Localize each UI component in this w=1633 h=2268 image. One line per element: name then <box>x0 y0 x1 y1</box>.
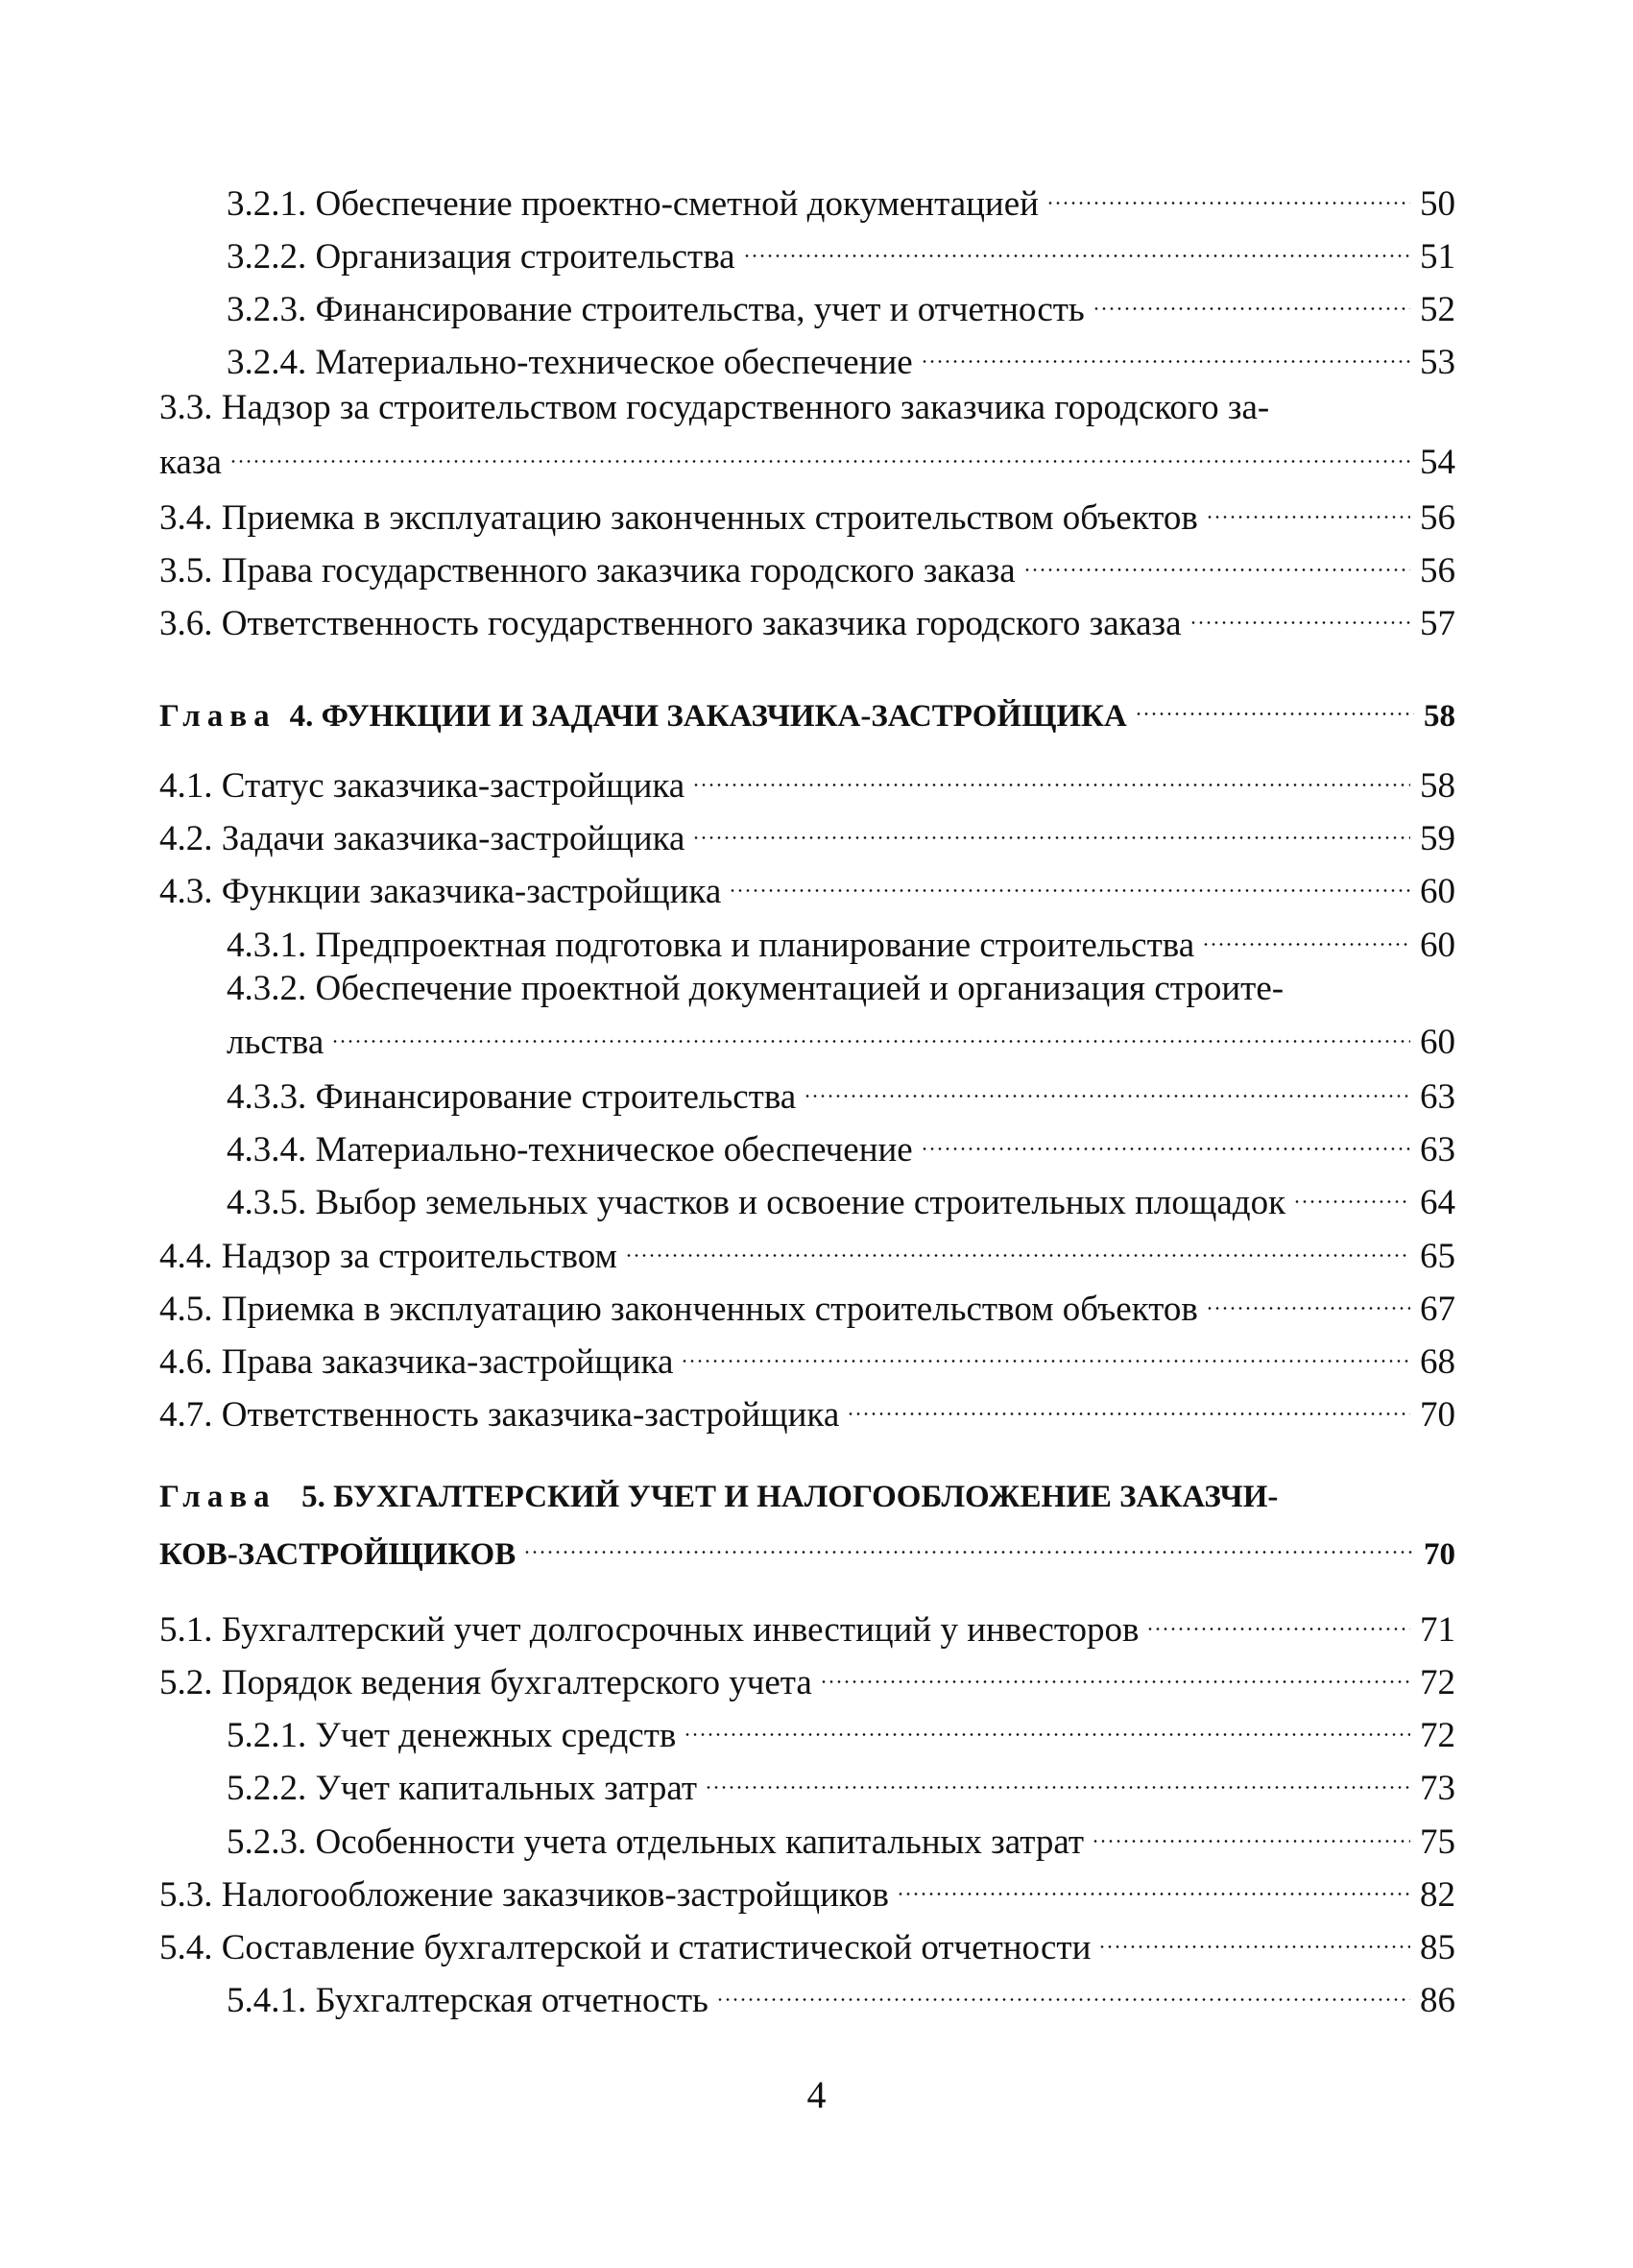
toc-entry-title: 4.2. Задачи заказчика-застройщика <box>159 819 685 858</box>
toc-entry-page: 60 <box>1420 872 1455 911</box>
toc-entry-page: 72 <box>1420 1663 1455 1702</box>
toc-entry-page: 63 <box>1420 1077 1455 1117</box>
toc-entry <box>227 1811 1455 1864</box>
dot-leader <box>921 331 1410 374</box>
chapter-heading-line2 <box>159 1522 1455 1576</box>
toc-entry-title: 4.3.5. Выбор земельных участков и освоение строительных площадок <box>227 1183 1286 1222</box>
chapter-title-line2: КОВ-ЗАСТРОЙЩИКОВ <box>159 1537 516 1572</box>
toc-entry-page: 51 <box>1420 237 1455 277</box>
dot-leader <box>1202 914 1410 956</box>
toc-entry-page: 56 <box>1420 551 1455 591</box>
toc-entry-page: 56 <box>1420 498 1455 538</box>
toc-entry <box>159 540 1455 592</box>
toc-entry <box>159 1599 1455 1652</box>
toc-entry-page: 72 <box>1420 1716 1455 1755</box>
toc-entry <box>159 431 1455 484</box>
dot-leader <box>743 226 1410 268</box>
toc-entry-title: 3.2.1. Обеспечение проектно-сметной документацией <box>227 184 1039 224</box>
toc-entry-page: 70 <box>1424 1537 1455 1572</box>
toc-entry <box>227 1704 1455 1757</box>
dot-leader <box>1046 173 1410 215</box>
toc-entry <box>159 487 1455 540</box>
toc-entry-page: 60 <box>1420 1023 1455 1062</box>
toc-entry-page: 65 <box>1420 1237 1455 1276</box>
toc-entry <box>159 755 1455 808</box>
toc-entry-title: 3.2.4. Материально-техническое обеспечение <box>227 343 913 382</box>
dot-leader <box>1293 1171 1410 1214</box>
dot-leader <box>729 860 1410 903</box>
toc-entry-title: 4.5. Приемка в эксплуатацию законченных строительством объектов <box>159 1290 1198 1329</box>
toc-entry-title-line2: каза <box>159 443 222 482</box>
toc-entry-page: 82 <box>1420 1875 1455 1915</box>
toc-entry-title: 3.4. Приемка в эксплуатацию законченных строительством объектов <box>159 498 1198 538</box>
dot-leader <box>625 1225 1410 1267</box>
toc-entry-title: 5.1. Бухгалтерский учет долгосрочных инвестиций у инвесторов <box>159 1610 1140 1650</box>
dot-leader <box>716 1969 1410 2012</box>
dot-leader <box>897 1864 1410 1906</box>
toc-entry-title: 4.7. Ответственность заказчика-застройщика <box>159 1395 840 1435</box>
toc-entry-page: 67 <box>1420 1290 1455 1329</box>
chapter-heading <box>159 684 1455 737</box>
toc-entry-page: 73 <box>1420 1769 1455 1808</box>
toc-entry-title: 5.2. Порядок ведения бухгалтерского учета <box>159 1663 812 1702</box>
dot-leader <box>1206 487 1410 529</box>
toc-entry-title: 4.6. Права заказчика-застройщика <box>159 1342 674 1382</box>
toc-entry <box>159 592 1455 645</box>
toc-entry <box>159 1652 1455 1704</box>
dot-leader <box>847 1384 1410 1426</box>
toc-entry <box>159 1278 1455 1331</box>
toc-entry <box>227 1969 1455 2022</box>
dot-leader <box>331 1011 1410 1053</box>
toc-entry-page: 63 <box>1420 1130 1455 1170</box>
chapter-title: 4. ФУНКЦИИ И ЗАДАЧИ ЗАКАЗЧИКА-ЗАСТРОЙЩИКА <box>289 699 1127 734</box>
toc-entry <box>159 1331 1455 1384</box>
toc-entry-page: 50 <box>1420 184 1455 224</box>
dot-leader <box>692 808 1410 850</box>
toc-entry-title: 3.2.2. Организация строительства <box>227 237 735 277</box>
toc-entry-page: 60 <box>1420 926 1455 965</box>
toc-entry-title: 5.4. Составление бухгалтерской и статистической отчетности <box>159 1928 1092 1967</box>
toc-entry-page: 58 <box>1424 699 1455 734</box>
toc-entry <box>227 1011 1455 1064</box>
dot-leader <box>1135 684 1414 726</box>
dot-leader <box>1092 1811 1410 1853</box>
toc-entry-title: 4.3.3. Финансирование строительства <box>227 1077 797 1117</box>
dot-leader <box>1146 1599 1410 1641</box>
toc-entry-title: 5.2.3. Особенности учета отдельных капитальных затрат <box>227 1822 1084 1862</box>
dot-leader <box>692 755 1410 797</box>
toc-entry <box>159 1225 1455 1278</box>
toc-entry <box>227 278 1455 331</box>
toc-entry-title-line1: 3.3. Надзор за строительством государственного заказчика городского за- <box>159 388 1270 427</box>
dot-leader <box>1093 278 1410 321</box>
toc-entry-page: 71 <box>1420 1610 1455 1650</box>
dot-leader <box>820 1652 1410 1694</box>
dot-leader <box>1206 1278 1410 1320</box>
toc-entry-title-line1: 4.3.2. Обеспечение проектной документацией и организация строите- <box>227 969 1285 1008</box>
toc-entry-page: 86 <box>1420 1981 1455 2020</box>
dot-leader <box>1189 592 1410 635</box>
toc-entry <box>227 331 1455 384</box>
toc-entry-page: 59 <box>1420 819 1455 858</box>
toc-entry-title: 4.4. Надзор за строительством <box>159 1237 617 1276</box>
toc-entry <box>227 1757 1455 1810</box>
toc-entry <box>227 914 1455 967</box>
toc-entry <box>227 1066 1455 1119</box>
toc-entry-title: 4.3. Функции заказчика-застройщика <box>159 872 722 911</box>
dot-leader <box>1023 540 1410 582</box>
dot-leader <box>921 1119 1410 1161</box>
chapter-heading-line1 <box>159 1476 1455 1518</box>
dot-leader <box>681 1331 1410 1373</box>
toc-entry-page: 52 <box>1420 290 1455 329</box>
toc-entry-title: 5.4.1. Бухгалтерская отчетность <box>227 1981 708 2020</box>
toc-entry-title: 4.3.1. Предпроектная подготовка и планирование строительства <box>227 926 1195 965</box>
toc-entry <box>159 808 1455 860</box>
toc-entry-title: 5.2.2. Учет капитальных затрат <box>227 1769 698 1808</box>
toc-entry-page: 58 <box>1420 766 1455 806</box>
toc-entry <box>159 1384 1455 1436</box>
dot-leader <box>229 431 1410 473</box>
toc-entry-title: 4.1. Статус заказчика-застройщика <box>159 766 685 806</box>
chapter-title-line1: 5. БУХГАЛТЕРСКИЙ УЧЕТ И НАЛОГООБЛОЖЕНИЕ ЗАКАЗЧИ- <box>301 1480 1279 1514</box>
toc-entry-title: 3.6. Ответственность государственного заказчика городского заказа <box>159 604 1182 643</box>
toc-entry <box>227 173 1455 226</box>
toc-entry-title: 3.5. Права государственного заказчика городского заказа <box>159 551 1016 591</box>
toc-entry-title: 3.2.3. Финансирование строительства, учет и отчетность <box>227 290 1085 329</box>
dot-leader <box>804 1066 1410 1108</box>
toc-entry-page: 70 <box>1420 1395 1455 1435</box>
toc-entry-page: 64 <box>1420 1183 1455 1222</box>
toc-entry <box>227 1119 1455 1171</box>
toc-entry-title: 5.2.1. Учет денежных средств <box>227 1716 677 1755</box>
toc-entry <box>159 1917 1455 1969</box>
toc-entry <box>227 226 1455 278</box>
toc-entry <box>159 860 1455 913</box>
dot-leader <box>684 1704 1410 1747</box>
toc-entry-title: 4.3.4. Материально-техническое обеспечение <box>227 1130 913 1170</box>
toc-entry-title: 5.3. Налогообложение заказчиков-застройщиков <box>159 1875 889 1915</box>
dot-leader <box>705 1757 1410 1799</box>
dot-leader <box>523 1522 1414 1564</box>
chapter-label: Глава <box>159 699 276 734</box>
chapter-label: Глава <box>159 1480 276 1514</box>
toc-entry-page: 85 <box>1420 1928 1455 1967</box>
toc-entry-title-line2: льства <box>227 1023 324 1062</box>
dot-leader <box>1098 1917 1410 1959</box>
toc-entry-page: 75 <box>1420 1822 1455 1862</box>
page-number: 4 <box>806 2073 827 2116</box>
toc-entry-page: 57 <box>1420 604 1455 643</box>
toc-entry-page: 53 <box>1420 343 1455 382</box>
toc-entry-page: 54 <box>1420 443 1455 482</box>
toc-entry-page: 68 <box>1420 1342 1455 1382</box>
toc-entry <box>159 1864 1455 1917</box>
toc-entry <box>227 1171 1455 1224</box>
